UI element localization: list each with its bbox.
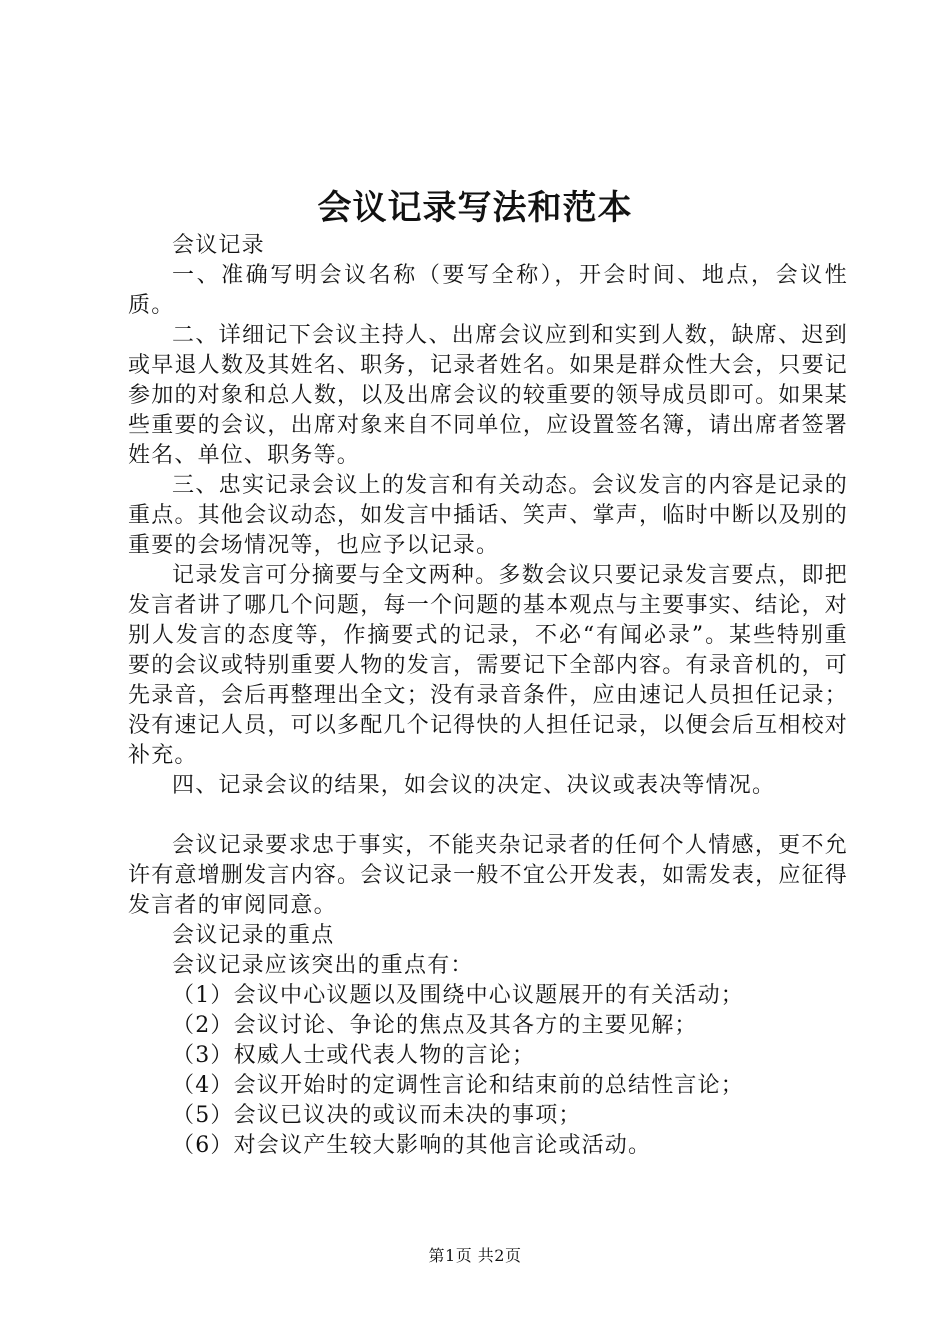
- page-number-footer: 第1页 共2页: [428, 1246, 522, 1265]
- list-item: （6）对会议产生较大影响的其他言论或活动。: [172, 1133, 652, 1158]
- list-item: （5）会议已议决的或议而未决的事项；: [172, 1103, 582, 1128]
- list-item: （3）权威人士或代表人物的言论；: [172, 1043, 536, 1068]
- paragraph-requirements: 会议记录要求忠于事实，不能夹杂记录者的任何个人情感，更不允许有意增删发言内容。会议记录一般不宜公开发表，如需发表，应征得发言者的审阅同意。: [128, 833, 848, 918]
- key-points-list: [128, 981, 848, 1161]
- paragraph-point-one: 一、准确写明会议名称（要写全称），开会时间、地点，会议性质。: [128, 263, 848, 318]
- paragraph-point-three: 三、忠实记录会议上的发言和有关动态。会议发言的内容是记录的重点。其他会议动态，如发言中插话、笑声、掌声，临时中断以及别的重要的会场情况等，也应予以记录。: [128, 473, 848, 558]
- paragraph-point-two: 二、详细记下会议主持人、出席会议应到和实到人数，缺席、迟到或早退人数及其姓名、职务，记录者姓名。如果是群众性大会，只要记参加的对象和总人数，以及出席会议的较重要的领导成员即可。如果某些重要的会议，出席对象来自不同单位，应设置签名簿，请出席者签署姓名、单位、职务等。: [128, 323, 848, 468]
- list-item: （1）会议中心议题以及围绕中心议题展开的有关活动；: [172, 983, 744, 1008]
- paragraph-point-four: 四、记录会议的结果，如会议的决定、决议或表决等情况。: [172, 773, 776, 798]
- document-title: 会议记录写法和范本: [317, 188, 633, 228]
- document-body: [128, 231, 848, 1161]
- paragraph-speech-record: 记录发言可分摘要与全文两种。多数会议只要记录发言要点，即把发言者讲了哪几个问题，每一个问题的基本观点与主要事实、结论，对别人发言的态度等，作摘要式的记录，不必“有闻必录”。某些特别重要的会议或特别重要人物的发言，需要记下全部内容。有录音机的，可先录音，会后再整理出全文；没有录音条件，应由速记人员担任记录；没有速记人员，可以多配几个记得快的人担任记录，以便会后互相校对补充。: [128, 563, 848, 768]
- section-heading-key-points: 会议记录的重点: [172, 923, 335, 948]
- list-item: （2）会议讨论、争论的焦点及其各方的主要见解；: [172, 1013, 698, 1038]
- paragraph-meeting-record: 会议记录: [172, 233, 265, 258]
- paragraph-spacer: [128, 801, 848, 831]
- list-item: （4）会议开始时的定调性言论和结束前的总结性言论；: [172, 1073, 744, 1098]
- paragraph-key-points-intro: 会议记录应该突出的重点有：: [172, 953, 474, 978]
